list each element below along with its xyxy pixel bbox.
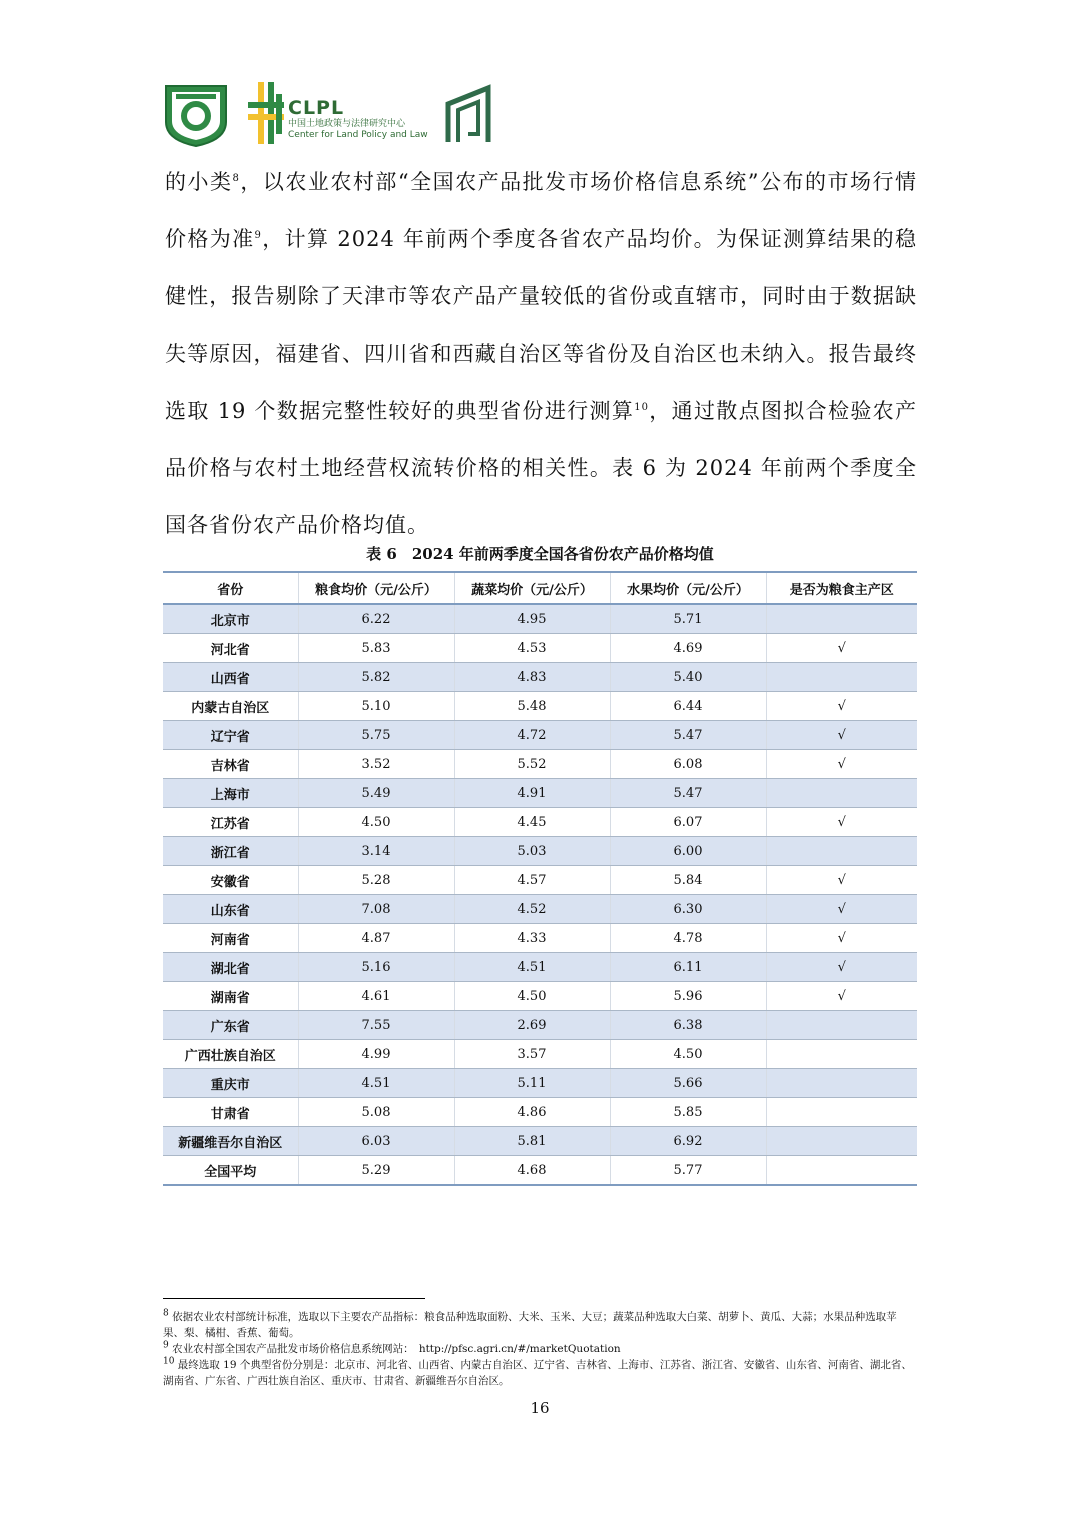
price-cell: 4.53 <box>454 634 610 663</box>
province-cell: 内蒙古自治区 <box>163 692 298 721</box>
price-cell: 6.07 <box>610 808 766 837</box>
price-cell: 5.96 <box>610 982 766 1011</box>
price-cell: 7.08 <box>298 895 454 924</box>
grain-region-cell <box>766 663 917 692</box>
table-row <box>163 1011 917 1040</box>
grain-region-cell: √ <box>766 895 917 924</box>
price-cell: 5.49 <box>298 779 454 808</box>
price-cell: 5.48 <box>454 692 610 721</box>
table-row <box>163 866 917 895</box>
price-cell: 4.52 <box>454 895 610 924</box>
price-cell: 4.72 <box>454 721 610 750</box>
body-text-part-4: ，通过散点图拟合检验农产品价格与农村土地经营权流转价格的相关性。表 6 为 2024 年前两个季度全国各省份农产品价格均值。 <box>165 398 918 538</box>
table-row <box>163 721 917 750</box>
column-header: 是否为粮食主产区 <box>766 572 917 604</box>
body-text-part-3: ，计算 2024 年前两个季度各省农产品均价。为保证测算结果的稳健性，报告剔除了天津市等农产品产量较低的省份或直辖市，同时由于数据缺失等原因，福建省、四川省和西藏自治区等省份及自治区也未纳入。报告最终选取 19 个数据完整性较好的典型省份进行测算 <box>165 227 918 423</box>
price-cell: 5.03 <box>454 837 610 866</box>
price-cell: 5.84 <box>610 866 766 895</box>
price-cell: 4.99 <box>298 1040 454 1069</box>
province-cell: 广东省 <box>163 1011 298 1040</box>
price-cell: 7.55 <box>298 1011 454 1040</box>
province-cell: 湖南省 <box>163 982 298 1011</box>
province-cell: 江苏省 <box>163 808 298 837</box>
price-cell: 4.83 <box>454 663 610 692</box>
price-cell: 4.57 <box>454 866 610 895</box>
table-row <box>163 1098 917 1127</box>
price-table <box>163 571 917 1186</box>
university-emblem-icon <box>162 82 230 148</box>
grain-region-cell: √ <box>766 982 917 1011</box>
grain-region-cell: √ <box>766 808 917 837</box>
province-cell: 山东省 <box>163 895 298 924</box>
table-row <box>163 779 917 808</box>
table-row <box>163 750 917 779</box>
grain-region-cell <box>766 1069 917 1098</box>
grain-region-cell: √ <box>766 721 917 750</box>
column-header: 粮食均价（元/公斤） <box>298 572 454 604</box>
province-cell: 全国平均 <box>163 1156 298 1186</box>
price-cell: 5.85 <box>610 1098 766 1127</box>
price-cell: 6.08 <box>610 750 766 779</box>
grain-region-cell <box>766 779 917 808</box>
price-cell: 3.52 <box>298 750 454 779</box>
price-cell: 5.71 <box>610 604 766 634</box>
price-cell: 5.77 <box>610 1156 766 1186</box>
table-caption: 表 6 2024 年前两季度全国各省份农产品价格均值 <box>366 545 714 563</box>
footnote-text: 依据农业农村部统计标准，选取以下主要农产品指标：粮食品种选取面粉、大米、玉米、大豆；蔬菜品种选取大白菜、胡萝卜、黄瓜、大蒜；水果品种选取苹果、梨、橘柑、香蕉、葡萄。 <box>163 1311 897 1339</box>
footnote-number: 10 <box>163 1356 175 1367</box>
footnote-number: 9 <box>163 1340 169 1351</box>
clpl-english-name: Center for Land Policy and Law <box>288 130 428 140</box>
province-cell: 上海市 <box>163 779 298 808</box>
grain-region-cell: √ <box>766 692 917 721</box>
table-row <box>163 837 917 866</box>
province-cell: 山西省 <box>163 663 298 692</box>
table-row <box>163 953 917 982</box>
table-row <box>163 982 917 1011</box>
price-cell: 5.16 <box>298 953 454 982</box>
price-cell: 4.69 <box>610 634 766 663</box>
province-cell: 河南省 <box>163 924 298 953</box>
grain-region-cell <box>766 1127 917 1156</box>
table-row <box>163 1069 917 1098</box>
body-text-part-1: 的小类 <box>165 170 233 194</box>
footnote-text: 农业农村部全国农产品批发市场价格信息系统网站： http://pfsc.agri.cn/#/marketQuotation <box>172 1343 621 1355</box>
grain-region-cell <box>766 1040 917 1069</box>
column-header: 水果均价（元/公斤） <box>610 572 766 604</box>
grain-region-cell <box>766 604 917 634</box>
price-cell: 4.50 <box>454 982 610 1011</box>
table-row <box>163 924 917 953</box>
footnote-ref-9[interactable]: 9 <box>254 230 262 242</box>
grain-region-cell: √ <box>766 634 917 663</box>
price-cell: 5.66 <box>610 1069 766 1098</box>
price-cell: 3.14 <box>298 837 454 866</box>
price-cell: 4.51 <box>298 1069 454 1098</box>
price-cell: 4.68 <box>454 1156 610 1186</box>
price-cell: 3.57 <box>454 1040 610 1069</box>
price-cell: 5.28 <box>298 866 454 895</box>
table-row <box>163 663 917 692</box>
price-cell: 6.11 <box>610 953 766 982</box>
table-row <box>163 1127 917 1156</box>
table-header-row <box>163 572 917 604</box>
price-cell: 6.00 <box>610 837 766 866</box>
clpl-chinese-name: 中国土地政策与法律研究中心 <box>288 119 406 129</box>
price-cell: 5.52 <box>454 750 610 779</box>
province-cell: 湖北省 <box>163 953 298 982</box>
footnote-item <box>163 1357 917 1389</box>
footnote-item <box>163 1341 917 1357</box>
price-cell: 4.61 <box>298 982 454 1011</box>
province-cell: 新疆维吾尔自治区 <box>163 1127 298 1156</box>
price-cell: 4.91 <box>454 779 610 808</box>
price-cell: 4.86 <box>454 1098 610 1127</box>
price-cell: 5.75 <box>298 721 454 750</box>
province-cell: 甘肃省 <box>163 1098 298 1127</box>
footnote-ref-8[interactable]: 8 <box>232 173 240 184</box>
price-cell: 5.47 <box>610 779 766 808</box>
footnote-divider <box>163 1298 425 1299</box>
footnote-text: 最终选取 19 个典型省份分别是：北京市、河北省、山西省、内蒙古自治区、辽宁省、吉林省、上海市、江苏省、浙江省、安徽省、山东省、河南省、湖北省、湖南省、广东省、广西壮族自治区、重庆市、甘肃省、新疆维吾尔自治区。 <box>163 1359 912 1387</box>
price-cell: 6.03 <box>298 1127 454 1156</box>
column-header: 蔬菜均价（元/公斤） <box>454 572 610 604</box>
grain-region-cell: √ <box>766 866 917 895</box>
province-cell: 北京市 <box>163 604 298 634</box>
price-cell: 5.82 <box>298 663 454 692</box>
table-row <box>163 604 917 634</box>
price-cell: 4.50 <box>298 808 454 837</box>
price-cell: 2.69 <box>454 1011 610 1040</box>
price-cell: 4.45 <box>454 808 610 837</box>
grain-region-cell <box>766 837 917 866</box>
grain-region-cell <box>766 1156 917 1186</box>
price-cell: 5.10 <box>298 692 454 721</box>
footnote-item <box>163 1309 917 1341</box>
province-cell: 广西壮族自治区 <box>163 1040 298 1069</box>
table-row <box>163 692 917 721</box>
footnote-number: 8 <box>163 1308 169 1319</box>
price-cell: 5.40 <box>610 663 766 692</box>
province-cell: 河北省 <box>163 634 298 663</box>
province-cell: 浙江省 <box>163 837 298 866</box>
grain-region-cell: √ <box>766 953 917 982</box>
column-header: 省份 <box>163 572 298 604</box>
clpl-wordmark <box>288 98 428 141</box>
province-cell: 重庆市 <box>163 1069 298 1098</box>
price-cell: 4.51 <box>454 953 610 982</box>
price-cell: 5.11 <box>454 1069 610 1098</box>
province-cell: 安徽省 <box>163 866 298 895</box>
clpl-title: CLPL <box>288 97 345 119</box>
table-row <box>163 1040 917 1069</box>
price-cell: 5.47 <box>610 721 766 750</box>
footnote-ref-10[interactable]: 10 <box>634 401 649 413</box>
province-cell: 辽宁省 <box>163 721 298 750</box>
price-cell: 4.87 <box>298 924 454 953</box>
page-number: 16 <box>530 1399 550 1417</box>
price-cell: 4.50 <box>610 1040 766 1069</box>
price-cell: 5.08 <box>298 1098 454 1127</box>
grain-region-cell <box>766 1011 917 1040</box>
building-logo-icon <box>444 84 492 144</box>
price-cell: 4.33 <box>454 924 610 953</box>
header-logos <box>160 78 520 150</box>
footnotes <box>163 1309 917 1389</box>
price-cell: 6.38 <box>610 1011 766 1040</box>
body-text-part-2: ，以农业农村部“全国农产品批发市场价格信息系统”公布的市场行情价格为准 <box>165 170 917 252</box>
price-cell: 5.81 <box>454 1127 610 1156</box>
grain-region-cell: √ <box>766 750 917 779</box>
price-cell: 6.22 <box>298 604 454 634</box>
grain-region-cell <box>766 1098 917 1127</box>
price-cell: 6.92 <box>610 1127 766 1156</box>
table-body <box>163 604 917 1185</box>
grain-region-cell: √ <box>766 924 917 953</box>
price-cell: 4.78 <box>610 924 766 953</box>
price-cell: 4.95 <box>454 604 610 634</box>
price-cell: 6.30 <box>610 895 766 924</box>
body-paragraph <box>165 154 917 554</box>
price-cell: 5.29 <box>298 1156 454 1186</box>
table-row <box>163 634 917 663</box>
table-row <box>163 895 917 924</box>
province-cell: 吉林省 <box>163 750 298 779</box>
table-row <box>163 1156 917 1186</box>
table-row <box>163 808 917 837</box>
price-cell: 6.44 <box>610 692 766 721</box>
price-cell: 5.83 <box>298 634 454 663</box>
clpl-emblem-icon <box>246 80 286 146</box>
